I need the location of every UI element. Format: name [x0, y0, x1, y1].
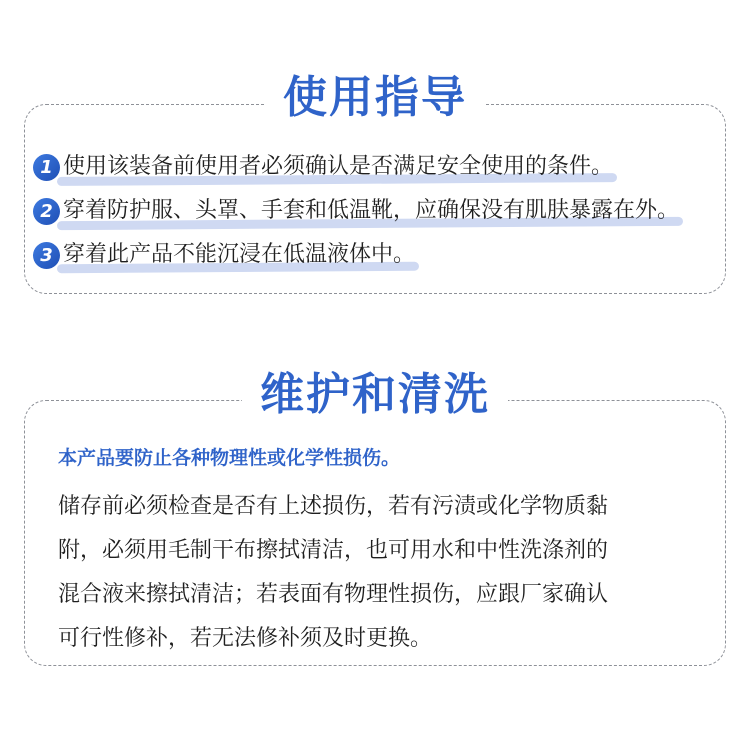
guide-item-text: 穿着防护服、头罩、手套和低温靴，应确保没有肌肤暴露在外。: [63, 196, 679, 226]
number-badge-icon: 1: [33, 154, 60, 181]
care-line: 可行性修补，若无法修补须及时更换。: [58, 626, 433, 651]
list-item: [33, 233, 743, 277]
number-badge-icon: 3: [33, 242, 60, 269]
guide-item-text: 穿着此产品不能沉浸在低温液体中。: [63, 240, 415, 270]
care-body-text: [58, 485, 698, 661]
usage-guide-title: 使用指导: [0, 70, 750, 126]
care-cleaning-title: 维护和清洗: [0, 367, 750, 423]
list-item: [33, 189, 743, 233]
number-badge-icon: 2: [33, 198, 60, 225]
care-line: 混合液来擦拭清洁；若表面有物理性损伤，应跟厂家确认: [58, 582, 609, 607]
care-line: 附，必须用毛制干布擦拭清洁，也可用水和中性洗涤剂的: [58, 538, 609, 563]
list-item: [33, 145, 743, 189]
care-line: 储存前必须检查是否有上述损伤，若有污渍或化学物质黏: [58, 494, 609, 519]
care-lead-text: 本产品要防止各种物理性或化学性损伤。: [58, 447, 401, 469]
usage-guide-list: [33, 145, 743, 277]
guide-item-text: 使用该装备前使用者必须确认是否满足安全使用的条件。: [63, 152, 613, 182]
